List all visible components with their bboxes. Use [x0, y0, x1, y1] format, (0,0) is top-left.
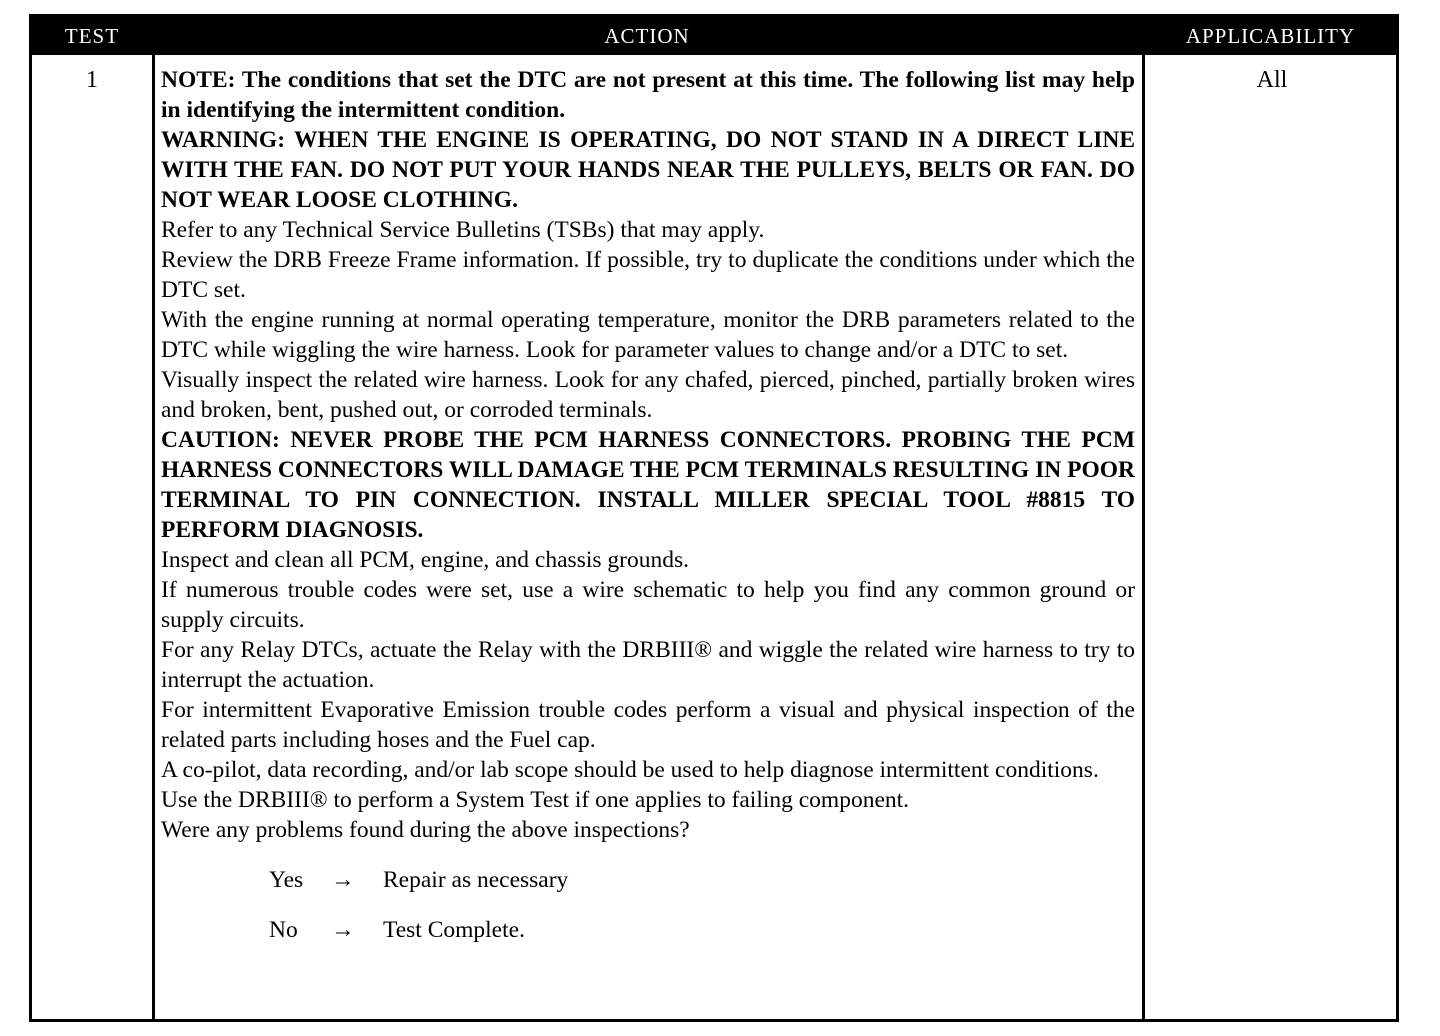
action-step: Inspect and clean all PCM, engine, and chassis grounds.	[161, 547, 689, 573]
table-header	[32, 17, 1396, 55]
answer-yes	[161, 865, 1135, 895]
diagnostic-table	[29, 14, 1399, 1022]
action-step: For intermittent Evaporative Emission trouble codes perform a visual and physical inspection of the related parts including hoses and the Fuel cap.	[161, 697, 1135, 753]
answer-result: Repair as necessary	[383, 867, 569, 893]
header-applicability: APPLICABILITY	[1185, 24, 1356, 48]
answer-no	[161, 915, 1135, 945]
arrow-right-icon: →	[331, 867, 355, 893]
answer-result: Test Complete.	[383, 917, 525, 943]
action-step: If numerous trouble codes were set, use a wire schematic to help you find any common ground or supply circuits.	[161, 577, 1135, 633]
applicability-value: All	[1256, 67, 1288, 93]
column-divider	[1142, 55, 1145, 1019]
action-step: With the engine running at normal operating temperature, monitor the DRB parameters related to the DTC while wiggling the wire harness. Look for parameter values to change and/or a DTC to set.	[161, 307, 1135, 363]
test-number: 1	[86, 67, 98, 93]
note-paragraph: NOTE: The conditions that set the DTC are not present at this time. The following list may help in identifying the intermittent condition.	[161, 67, 1135, 123]
action-step: Visually inspect the related wire harness. Look for any chafed, pierced, pinched, partially broken wires and broken, bent, pushed out, or corroded terminals.	[161, 367, 1135, 423]
answer-label: No	[269, 917, 298, 943]
action-step: A co-pilot, data recording, and/or lab scope should be used to help diagnose intermittent conditions.	[161, 757, 1099, 783]
question-paragraph: Were any problems found during the above inspections?	[161, 817, 690, 843]
answer-label: Yes	[269, 867, 304, 893]
column-divider	[152, 55, 155, 1019]
header-action: ACTION	[604, 24, 690, 48]
action-step: For any Relay DTCs, actuate the Relay with the DRBIII® and wiggle the related wire harness to try to interrupt the actuation.	[161, 637, 1135, 693]
action-cell	[161, 65, 1135, 945]
warning-paragraph: WARNING: WHEN THE ENGINE IS OPERATING, DO NOT STAND IN A DIRECT LINE WITH THE FAN. DO NOT PUT YOUR HANDS NEAR THE PULLEYS, BELTS OR FAN. DO NOT WEAR LOOSE CLOTHING.	[161, 127, 1135, 213]
action-step: Use the DRBIII® to perform a System Test if one applies to failing component.	[161, 787, 910, 813]
caution-paragraph: CAUTION: NEVER PROBE THE PCM HARNESS CONNECTORS. PROBING THE PCM HARNESS CONNECTORS WILL DAMAGE THE PCM TERMINALS RESULTING IN POOR TERMINAL TO PIN CONNECTION. INSTALL MILLER SPECIAL TOOL #8815 TO PERFORM DIAGNOSIS.	[161, 427, 1135, 543]
header-test: TEST	[64, 24, 120, 48]
arrow-right-icon: →	[331, 917, 355, 943]
action-step: Refer to any Technical Service Bulletins (TSBs) that may apply.	[161, 217, 765, 243]
action-step: Review the DRB Freeze Frame information. If possible, try to duplicate the conditions under which the DTC set.	[161, 247, 1135, 303]
